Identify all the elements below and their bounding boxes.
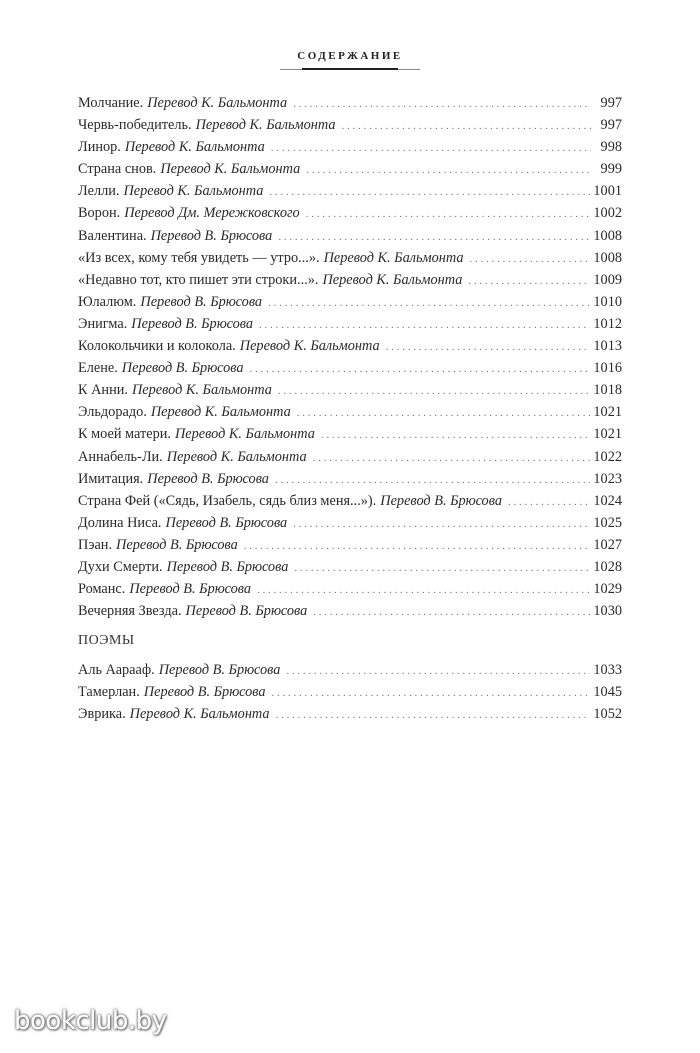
entry-page-number: 1008: [593, 227, 622, 244]
dot-leader: [259, 314, 590, 336]
entry-translator: Перевод В. Брюсова: [116, 536, 238, 553]
toc-entry: [78, 681, 622, 703]
dot-leader: [244, 535, 591, 557]
entry-title: Долина Ниса.: [78, 514, 162, 531]
toc-entry: [78, 703, 622, 725]
dot-leader: [508, 491, 590, 513]
entry-title: Валентина.: [78, 227, 147, 244]
dot-leader: [321, 424, 591, 446]
entry-page-number: 999: [600, 161, 622, 178]
dot-leader: [257, 579, 590, 601]
toc-entry: [78, 379, 622, 401]
entry-page-number: 1021: [593, 404, 622, 421]
entry-title: Имитация.: [78, 470, 144, 487]
entry-translator: Перевод В. Брюсова: [158, 662, 281, 678]
entry-title: Вечерняя Звезда.: [78, 603, 182, 620]
entry-title: Пэан.: [78, 536, 113, 553]
entry-title: Лелли.: [78, 183, 120, 200]
dot-leader: [470, 248, 591, 270]
dot-leader: [276, 704, 591, 726]
toc-entry: [78, 136, 622, 158]
dot-leader: [271, 682, 590, 704]
entry-translator: Перевод В. Брюсова: [140, 293, 263, 310]
entry-page-number: 1018: [593, 382, 622, 399]
entry-page-number: 1013: [593, 338, 622, 355]
entry-title: Аннабель-Ли.: [78, 448, 163, 465]
toc-entry: [78, 247, 622, 269]
header-rule: [280, 69, 420, 70]
toc-entry: [78, 269, 622, 291]
dot-leader: [278, 226, 590, 248]
header-title: СОДЕРЖАНИЕ: [297, 50, 403, 62]
entry-translator: Перевод В. Брюсова: [131, 315, 253, 332]
entry-translator: Перевод К. Бальмонта: [131, 382, 272, 399]
entry-translator: Перевод В. Брюсова: [143, 684, 266, 701]
toc-entry: [78, 446, 622, 468]
dot-leader: [271, 137, 591, 159]
dot-leader: [313, 601, 590, 623]
entry-translator: Перевод К. Бальмонта: [166, 448, 307, 465]
dot-leader: [313, 447, 591, 469]
entry-page-number: 1009: [593, 271, 622, 288]
entry-translator: Перевод К. Бальмонта: [129, 706, 270, 723]
dot-leader: [250, 358, 591, 380]
entry-title: К Анни.: [78, 382, 128, 399]
entry-title: Духи Смерти.: [78, 558, 163, 575]
entry-page-number: 1016: [593, 360, 622, 377]
toc-entry: [78, 225, 622, 247]
dot-leader: [297, 402, 591, 424]
entry-translator: Перевод Дм. Мережковского: [124, 205, 300, 222]
dot-leader: [286, 660, 590, 682]
entry-title: Елене.: [78, 360, 118, 377]
toc-entry: [78, 600, 622, 622]
entry-page-number: 998: [600, 139, 622, 156]
entry-page-number: 1030: [593, 603, 622, 620]
entry-title: Страна Фей («Сядь, Изабель, сядь близ меня...»).: [78, 492, 377, 509]
toc-entry: [78, 534, 622, 556]
watermark-logo: bookclub.by: [14, 1006, 167, 1036]
entry-page-number: 1001: [593, 183, 622, 200]
entry-page-number: 997: [600, 95, 622, 111]
entry-title: Линор.: [78, 139, 121, 156]
entry-title: Молчание.: [78, 95, 144, 111]
entry-translator: Перевод В. Брюсова: [150, 227, 273, 244]
toc-entry: [78, 556, 622, 578]
entry-page-number: 1002: [593, 205, 622, 222]
entry-translator: Перевод В. Брюсова: [185, 603, 308, 620]
dot-leader: [306, 159, 591, 181]
dot-leader: [278, 380, 591, 402]
toc-entry: [78, 490, 622, 512]
dot-leader: [275, 469, 590, 491]
toc-entry: [78, 313, 622, 335]
entry-page-number: 1024: [593, 492, 622, 509]
entry-translator: Перевод В. Брюсова: [165, 514, 288, 531]
entry-page-number: 1010: [593, 293, 622, 310]
entry-page-number: 1008: [593, 249, 622, 266]
toc-entry: [78, 335, 622, 357]
entry-page-number: 1045: [593, 684, 622, 701]
toc-entry: [78, 291, 622, 313]
entry-translator: Перевод К. Бальмонта: [123, 183, 264, 200]
toc-entry: [78, 180, 622, 202]
entry-translator: Перевод К. Бальмонта: [124, 139, 265, 156]
dot-leader: [294, 557, 590, 579]
entry-page-number: 1021: [593, 426, 622, 443]
toc-entry: [78, 92, 622, 114]
entry-title: Колокольчики и колокола.: [78, 338, 236, 355]
entry-page-number: 1025: [593, 514, 622, 531]
entry-page-number: 1022: [593, 448, 622, 465]
dot-leader: [269, 181, 590, 203]
toc-entry: [78, 401, 622, 423]
section-heading-poems: ПОЭМЫ: [78, 633, 135, 648]
toc-entry: [78, 158, 622, 180]
entry-title: Эврика.: [78, 706, 126, 723]
entry-title: Ворон.: [78, 205, 121, 222]
dot-leader: [306, 203, 591, 225]
entry-page-number: 997: [600, 117, 622, 134]
entry-page-number: 1052: [593, 706, 622, 723]
entry-translator: Перевод К. Бальмонта: [322, 271, 463, 288]
entry-translator: Перевод В. Брюсова: [166, 558, 289, 575]
entry-title: К моей матери.: [78, 426, 171, 443]
entry-page-number: 1023: [593, 470, 622, 487]
toc-entry: [78, 512, 622, 534]
entry-translator: Перевод К. Бальмонта: [150, 404, 291, 421]
entry-title: Романс.: [78, 581, 126, 598]
entry-title: Червь-победитель.: [78, 117, 192, 134]
entry-title: Страна снов.: [78, 161, 157, 178]
dot-leader: [386, 336, 591, 358]
entry-translator: Перевод К. Бальмонта: [195, 117, 336, 134]
toc-entry: [78, 578, 622, 600]
dot-leader: [293, 93, 591, 115]
table-of-contents-poems: [78, 659, 622, 725]
toc-entry: [78, 202, 622, 224]
dot-leader: [342, 115, 591, 137]
entry-page-number: 1027: [593, 536, 622, 553]
entry-translator: Перевод В. Брюсова: [147, 470, 269, 487]
entry-title: Энигма.: [78, 315, 128, 332]
entry-translator: Перевод В. Брюсова: [121, 360, 244, 377]
entry-page-number: 1029: [593, 581, 622, 598]
entry-page-number: 1028: [593, 558, 622, 575]
entry-title: «Из всех, кому тебя увидеть — утро...».: [78, 249, 320, 266]
entry-title: Аль Аарааф.: [78, 662, 155, 678]
entry-translator: Перевод В. Брюсова: [129, 581, 252, 598]
dot-leader: [268, 292, 590, 314]
toc-entry: [78, 659, 622, 681]
entry-page-number: 1033: [593, 662, 622, 678]
running-header: [0, 50, 700, 70]
toc-entry: [78, 114, 622, 136]
entry-translator: Перевод К. Бальмонта: [174, 426, 315, 443]
entry-title: «Недавно тот, кто пишет эти строки...».: [78, 271, 319, 288]
entry-translator: Перевод В. Брюсова: [380, 492, 502, 509]
toc-entry: [78, 357, 622, 379]
table-of-contents: [78, 92, 622, 622]
entry-translator: Перевод К. Бальмонта: [147, 95, 288, 111]
entry-translator: Перевод К. Бальмонта: [160, 161, 301, 178]
entry-title: Юлалюм.: [78, 293, 137, 310]
entry-translator: Перевод К. Бальмонта: [323, 249, 464, 266]
toc-entry: [78, 423, 622, 445]
entry-page-number: 1012: [593, 315, 622, 332]
entry-title: Эльдорадо.: [78, 404, 147, 421]
dot-leader: [293, 513, 590, 535]
entry-title: Тамерлан.: [78, 684, 140, 701]
dot-leader: [468, 270, 590, 292]
entry-translator: Перевод К. Бальмонта: [239, 338, 380, 355]
toc-entry: [78, 468, 622, 490]
